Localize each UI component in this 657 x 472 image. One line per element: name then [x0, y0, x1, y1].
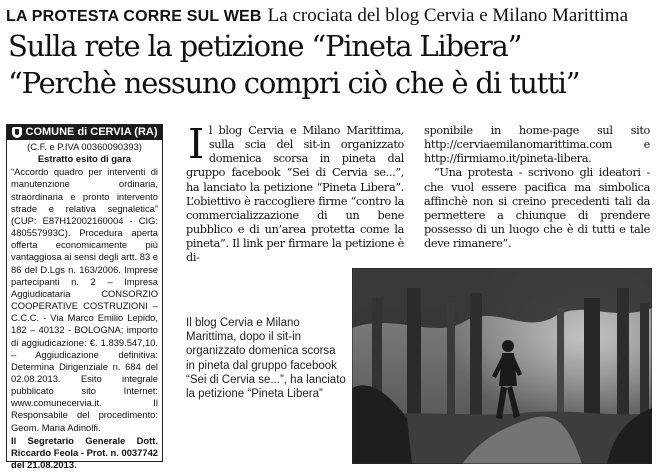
article-column-2 — [424, 124, 650, 251]
notice-subtitle: Estratto esito di gara — [37, 153, 132, 165]
notice-body: “Accordo quadro per interventi di manutenzione ordinaria, straordinaria e pronto intervento strade e relativa segnaletica” (CUP: E87H12002160004 - CIG: 480557993C). Procedura aperta offerta economicamente più vantaggiosa ai sensi degli artt. 83 e 86 del D.Lgs n. 163/2006. Imprese partecipanti n. 2 – Impresa Aggiudicataria CONSORZIO COOPERATIVE COSTRUZIONI – C.C.C. - Via Marco Emilio Lepido, 182 – 40132 - BOLOGNA; importo di aggiudicazione: €. 1.839.547,10. – Aggiudicazione definitiva: Determina Dirigenziale n. 684 del 02.08.2013. Esito integrale pubblicato sito Internet: www.comunecervia.it. Il Responsabile del procedimento: Geom. Maria Adinolfi. — [11, 166, 158, 433]
article-column-1 — [186, 120, 404, 266]
pine-forest-photo — [352, 268, 652, 464]
kicker — [6, 4, 654, 28]
headline-line-1: Sulla rete la petizione “Pineta Libera” — [8, 29, 522, 63]
notice-signature: Il Segretario Generale Dott. Riccardo Feola - Prot. n. 0037742 del 21.08.2013. — [11, 434, 158, 471]
article-paragraph-1: l blog Cervia e Milano Marittima, sulla scia del sit-in organizzato domenica scorsa in pineta dal gruppo facebook “Sei di Cervia se...”, ha lanciato la petizione “Pineta Libera”. L’obiettivo è raccogliere firme “contro la commercializzazione di un bene pubblico e di un’area protetta come la pineta”. Il link per firmare la petizione è di- — [186, 124, 404, 265]
notice-title: COMUNE di CERVIA (RA) — [25, 126, 158, 138]
kicker-label: LA PROTESTA CORRE SUL WEB — [6, 8, 262, 25]
kicker-text: La crociata del blog Cervia e Milano Marittima — [267, 5, 629, 26]
notice-tax-code: (C.F. e P.IVA 00360090393) — [27, 141, 142, 152]
headline — [8, 28, 654, 102]
article-paragraph-2: sponibile in home-page sul sito http://cerviaemilanomarittima.com e http://firmiamo.it/pineta-libera. — [424, 124, 650, 166]
headline-line-2: “Perchè nessuno compri ciò che è di tutti” — [8, 66, 580, 100]
article-paragraph-3: “Una protesta - scrivono gli ideatori - che vuol essere pacifica ma simbolica affinchè non si creino precedenti tali da permettere a chiunque di prendere possesso di un luogo che è di tutti e tale deve rimanere”. — [424, 166, 650, 251]
drop-cap: I — [188, 120, 204, 168]
photo-caption: Il blog Cervia e Milano Marittima, dopo il sit-in organizzato domenica scorsa in pineta dal gruppo facebook “Sei di Cervia se...”, ha lanciato la petizione “Pineta Libera” — [186, 317, 346, 401]
coat-of-arms-icon — [12, 127, 22, 138]
public-notice-box — [6, 124, 163, 471]
notice-header — [7, 125, 162, 140]
